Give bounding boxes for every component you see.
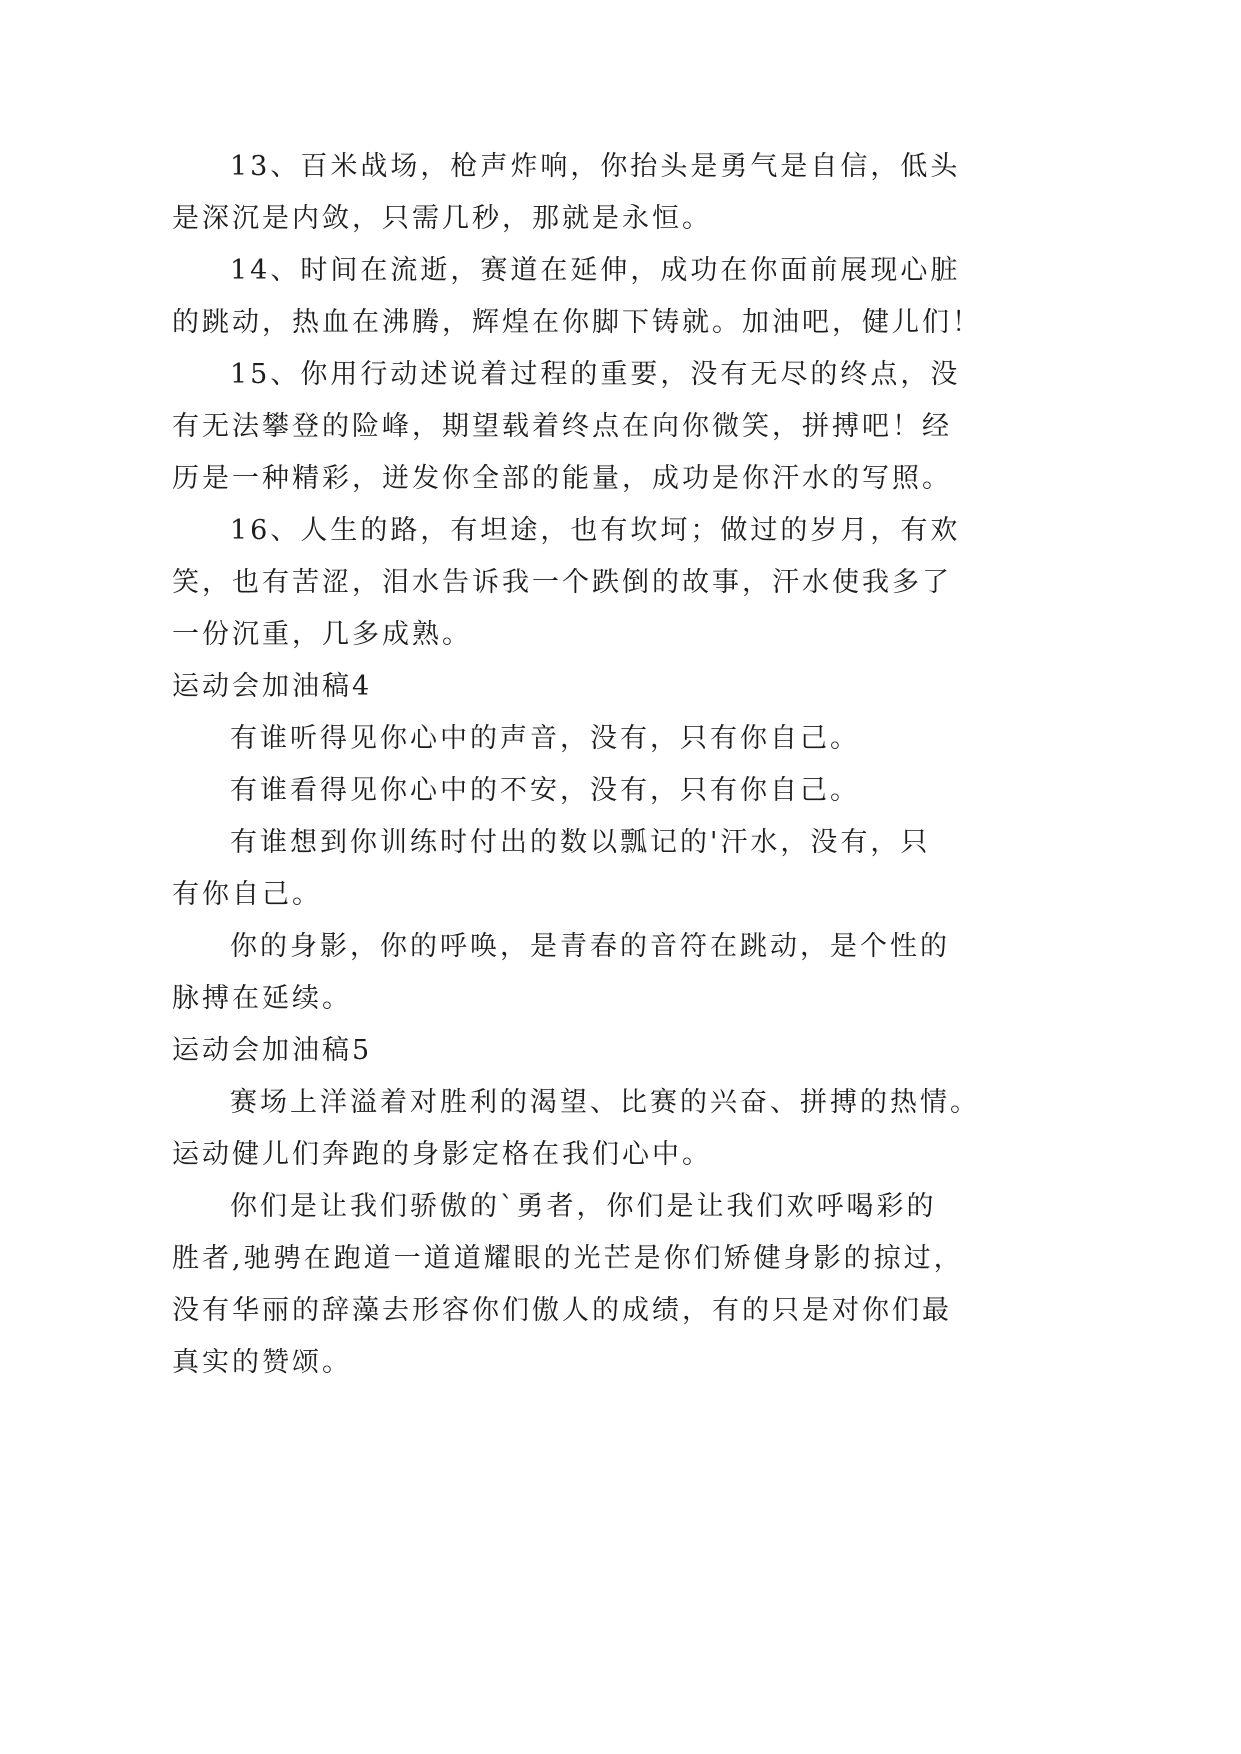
paragraph-line: 没有华丽的辞藻去形容你们傲人的成绩，有的只是对你们最 xyxy=(172,1295,952,1326)
paragraph-line: 有谁想到你训练时付出的数以瓢记的'汗水，没有，只 xyxy=(230,827,931,858)
paragraph xyxy=(172,817,1072,921)
paragraph-line: 真实的赞颂。 xyxy=(172,1347,352,1378)
paragraph-line: 一份沉重，几多成熟。 xyxy=(172,619,472,650)
paragraph-line: 历是一种精彩，迸发你全部的能量，成功是你汗水的写照。 xyxy=(172,463,952,494)
paragraph-line: 的跳动，热血在沸腾，辉煌在你脚下铸就。加油吧，健儿们！ xyxy=(172,307,982,338)
paragraph xyxy=(172,1181,1072,1389)
section-heading: 运动会加油稿4 xyxy=(172,671,373,702)
paragraph-15 xyxy=(172,349,1072,505)
paragraph-line: 有谁听得见你心中的声音，没有，只有你自己。 xyxy=(230,723,860,754)
paragraph-14 xyxy=(172,245,1072,349)
paragraph xyxy=(172,765,1072,817)
paragraph-line: 有无法攀登的险峰，期望载着终点在向你微笑，拼搏吧！经 xyxy=(172,411,952,442)
paragraph-16 xyxy=(172,505,1072,661)
paragraph-line: 14、时间在流逝，赛道在延伸，成功在你面前展现心脏 xyxy=(230,255,961,286)
section-heading: 运动会加油稿5 xyxy=(172,1035,373,1066)
paragraph-line: 你们是让我们骄傲的`勇者，你们是让我们欢呼喝彩的 xyxy=(230,1191,937,1222)
paragraph-line: 胜者,驰骋在跑道一道道耀眼的光芒是你们矫健身影的掠过， xyxy=(172,1243,964,1274)
paragraph-13 xyxy=(172,141,1072,245)
paragraph-line: 赛场上洋溢着对胜利的渴望、比赛的兴奋、拼搏的热情。 xyxy=(230,1087,980,1118)
paragraph xyxy=(172,1077,1072,1181)
paragraph-line: 16、人生的路，有坦途，也有坎坷；做过的岁月，有欢 xyxy=(230,515,961,546)
paragraph-line: 你的身影，你的呼唤，是青春的音符在跳动，是个性的 xyxy=(230,931,950,962)
document-body xyxy=(172,141,1072,1389)
paragraph-line: 13、百米战场，枪声炸响，你抬头是勇气是自信，低头 xyxy=(230,151,961,182)
paragraph-line: 有谁看得见你心中的不安，没有，只有你自己。 xyxy=(230,775,860,806)
paragraph-line: 有你自己。 xyxy=(172,879,322,910)
paragraph xyxy=(172,921,1072,1025)
paragraph-line: 脉搏在延续。 xyxy=(172,983,352,1014)
paragraph-line: 笑，也有苦涩，泪水告诉我一个跌倒的故事，汗水使我多了 xyxy=(172,567,952,598)
paragraph xyxy=(172,713,1072,765)
paragraph-line: 运动健儿们奔跑的身影定格在我们心中。 xyxy=(172,1139,712,1170)
paragraph-line: 15、你用行动述说着过程的重要，没有无尽的终点，没 xyxy=(230,359,961,390)
paragraph-line: 是深沉是内敛，只需几秒，那就是永恒。 xyxy=(172,203,712,234)
